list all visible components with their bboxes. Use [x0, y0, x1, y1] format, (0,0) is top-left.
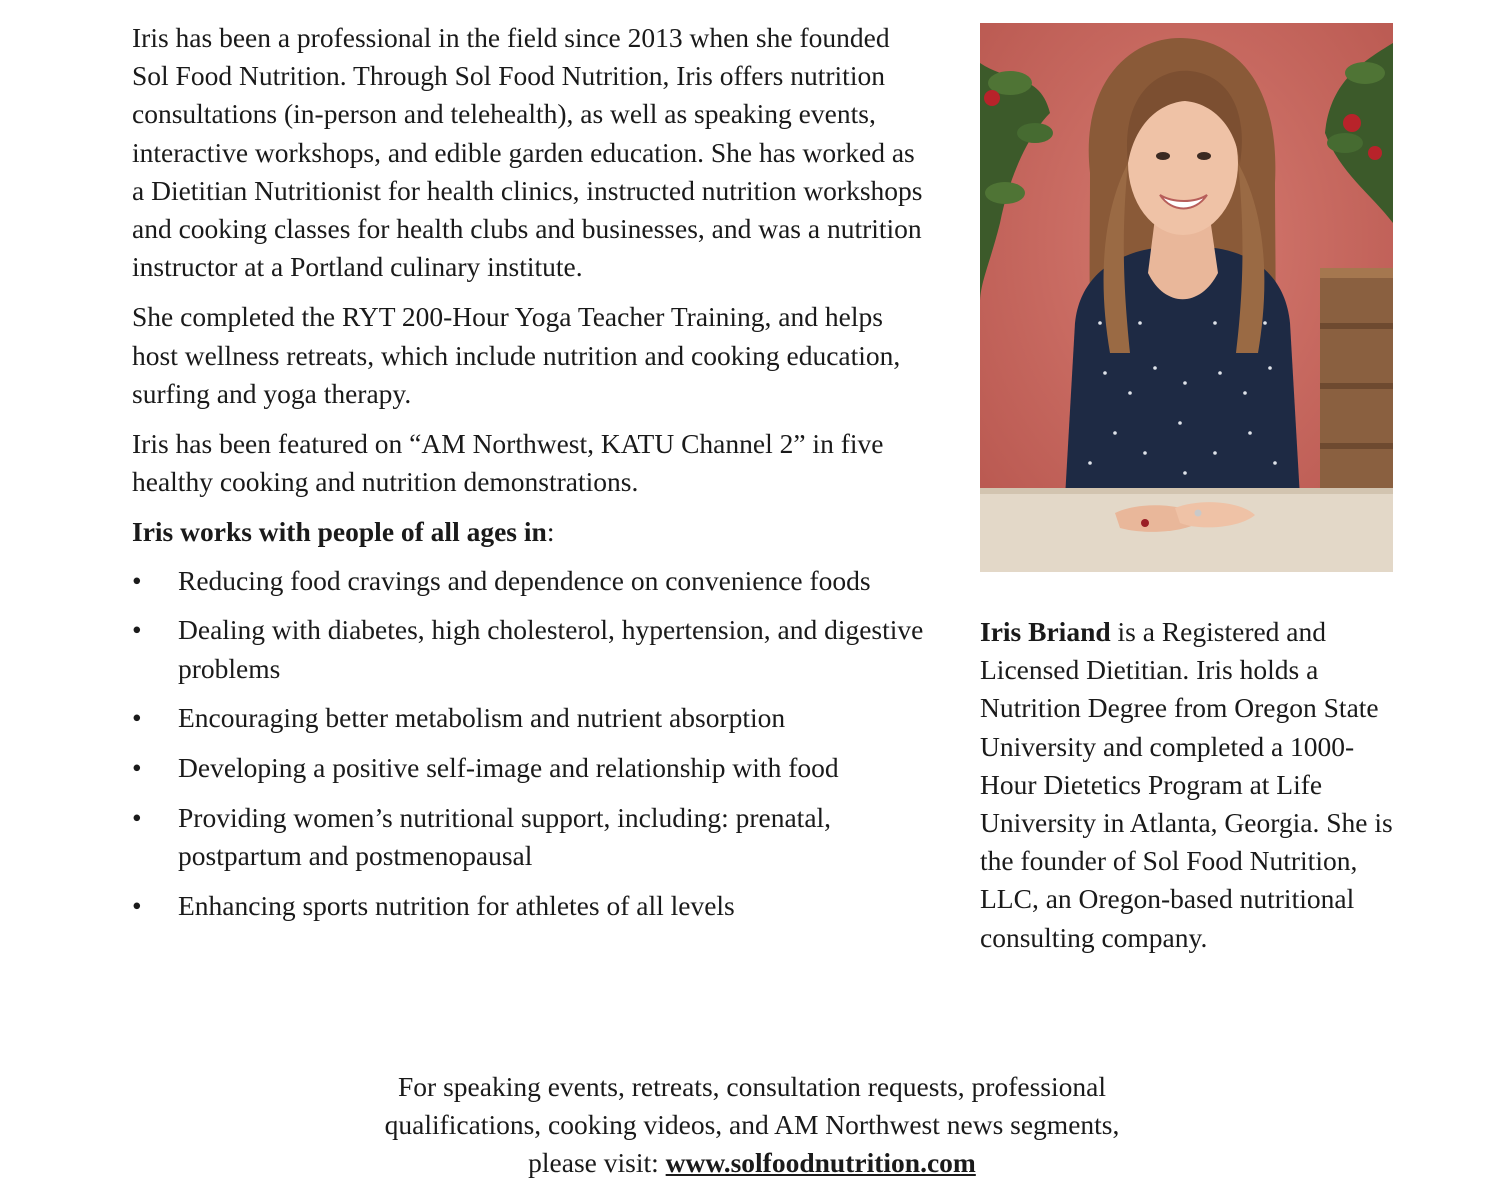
list-item — [132, 887, 932, 925]
tv-feature-paragraph: Iris has been featured on “AM Northwest, KATU Channel 2” in five healthy cooking and nutrition demonstrations. — [132, 428, 884, 498]
footer-line-1: For speaking events, retreats, consultation requests, professional — [398, 1071, 1106, 1102]
website-link[interactable]: www.solfoodnutrition.com — [665, 1147, 976, 1179]
list-item-text: Reducing food cravings and dependence on convenience foods — [178, 564, 871, 596]
list-item-text: Encouraging better metabolism and nutrient absorption — [178, 702, 786, 734]
contact-footer — [0, 1068, 1504, 1183]
works-with-heading-bold: Iris works with people of all ages in — [132, 516, 547, 548]
bullet-icon: • — [132, 614, 142, 646]
intro-paragraph: Iris has been a professional in the field since 2013 when she founded Sol Food Nutrition. Through Sol Food Nutrition, Iris offers nutrition consultations (in-person and telehealth), as well as speaking events, interactive workshops, and edible garden education. She has worked as a Dietitian Nutritionist for health clinics, instructed nutrition workshops and cooking classes for health clubs and businesses, and was a nutrition instructor at a Portland culinary institute. — [132, 22, 923, 283]
list-item — [132, 749, 932, 787]
portrait-photo — [980, 23, 1393, 572]
footer-visit-prefix: please visit: — [528, 1147, 666, 1179]
bio-text: is a Registered and Licensed Dietitian. Iris holds a Nutrition Degree from Oregon State University and completed a 1000-Hour Dietetics Program at Life University in Atlanta, Georgia. She is the founder of Sol Food Nutrition, LLC, an Oregon-based nutritional consulting company. — [980, 616, 1393, 953]
footer-line-2: qualifications, cooking videos, and AM Northwest news segments, — [384, 1109, 1120, 1141]
list-item — [132, 799, 932, 875]
bio-paragraph — [980, 613, 1410, 957]
bullet-icon: • — [132, 751, 142, 783]
bullet-icon: • — [132, 889, 142, 921]
works-with-heading — [132, 513, 932, 551]
list-item — [132, 562, 932, 600]
bio-name: Iris Briand — [980, 616, 1111, 647]
bullet-icon: • — [132, 801, 142, 833]
yoga-paragraph: She completed the RYT 200-Hour Yoga Teacher Training, and helps host wellness retreats, which include nutrition and cooking education, surfing and yoga therapy. — [132, 301, 901, 409]
list-item-text: Developing a positive self-image and relationship with food — [178, 751, 839, 783]
list-item-text: Enhancing sports nutrition for athletes of all levels — [178, 889, 735, 921]
footer-line-3 — [0, 1144, 1504, 1182]
bullet-icon: • — [132, 702, 142, 734]
main-column — [132, 19, 932, 936]
works-with-heading-colon: : — [546, 516, 555, 548]
list-item — [132, 611, 932, 687]
portrait-illustration — [980, 23, 1393, 572]
list-item-text: Providing women’s nutritional support, including: prenatal, postpartum and postmenopausal — [178, 801, 832, 871]
list-item — [132, 699, 932, 737]
bullet-icon: • — [132, 564, 142, 596]
services-list — [132, 562, 932, 925]
wooden-crate-icon — [1320, 268, 1393, 498]
list-item-text: Dealing with diabetes, high cholesterol, hypertension, and digestive problems — [178, 614, 924, 684]
